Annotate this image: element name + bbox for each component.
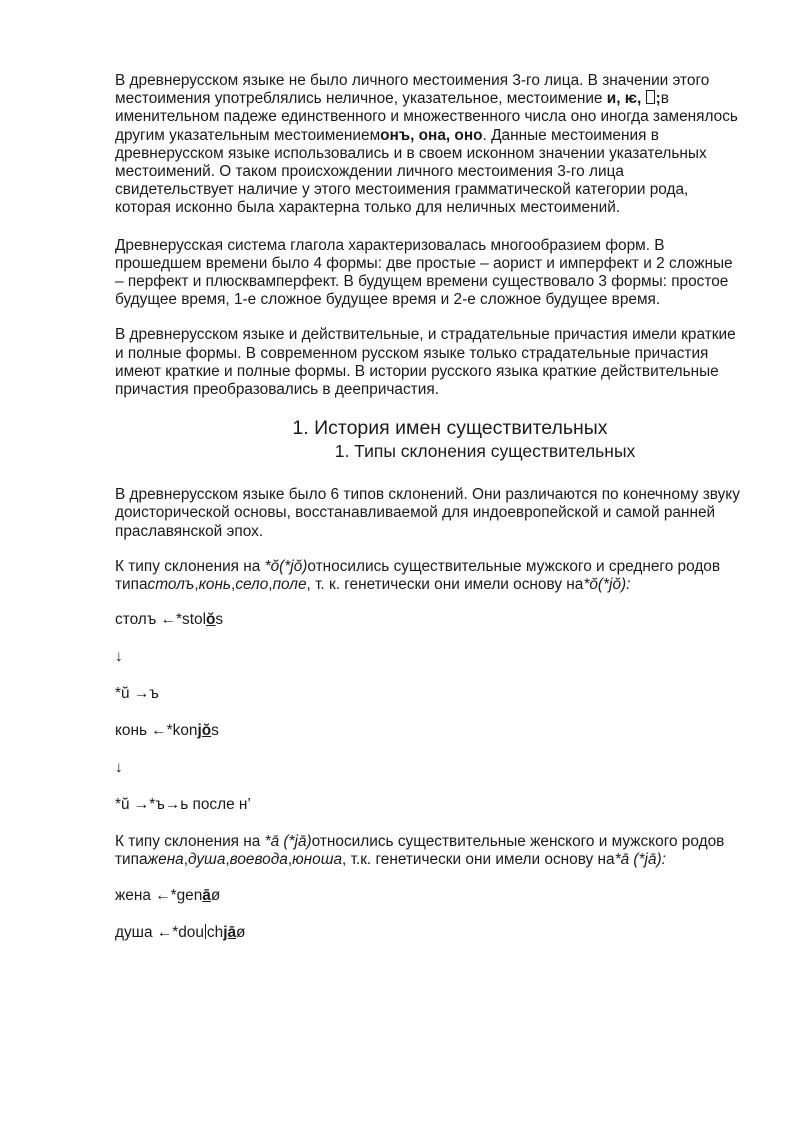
paragraph-a-stem [115,833,745,869]
italic-run: *ā (*jā): [614,851,666,869]
text-run: , [287,851,293,869]
text-run: столъ ←*stol [115,611,206,629]
paragraph-o-stem [115,558,745,594]
underlined-run: ŏ [206,611,216,629]
section-heading: 1. История имен существительных [292,417,608,440]
down-arrow: ↓ [115,759,123,777]
text-run: ø [236,923,246,941]
formula-kon [115,722,745,740]
paragraph-participles: В древнерусском языке и действительные, и страдательные причастия имели краткие и полные формы. В современном русском языке только страдательные причастия имеют краткие и полные формы. В истории русского языка краткие действительные причастия преобразовались в деепричастия. [115,326,736,399]
text-run: в именительном падеже единственного и множественного числа оно иногда заменялось другим указательным местоимением [115,90,738,144]
italic-run: юноша [292,851,343,869]
bold-run: ; [655,90,661,108]
formula-dusha [115,924,745,942]
subsection-heading: 1. Типы склонения существительных [334,441,636,462]
text-run: , т.к. генетически они имели основу на [342,851,615,869]
paragraph-declension-types: В древнерусском языке было 6 типов склонений. Они различаются по конечному звуку доисторической основы, восстанавливаемой для индоевропейской и самой ранней праславянской эпох. [115,486,740,540]
bold-run: и, ѥ, [606,90,646,108]
text-run: К типу склонения на [115,833,265,851]
italic-run: столъ [147,576,195,594]
paragraph-pronouns [115,72,745,218]
text-run: , т. к. генетически они имели основу на [306,576,584,594]
formula-zhena [115,887,745,905]
morpheme-divider [205,924,206,939]
missing-glyph-box [646,90,655,104]
text-run: , [231,576,236,594]
text-run: относились существительные женского и мужского родов типа [115,833,725,869]
formula-u-yer: *ŭ →ъ [115,685,159,703]
text-run: , [225,851,230,869]
underlined-run: jā [223,923,237,941]
italic-run: воевода [229,851,288,869]
text-run: s [211,722,219,740]
italic-run: жена [147,851,184,869]
underlined-run: jŏ [197,722,212,740]
underlined-run: ā [202,886,211,904]
text-run: ø [210,886,221,904]
text-run: , [183,851,189,869]
text-run: относились существительные мужского и среднего родов типа [115,557,721,594]
text-run: конь ←*kon [115,722,198,740]
paragraph-verbs: Древнерусская система глагола характеризовалась многообразием форм. В прошедшем времени было 4 формы: две простые – аорист и имперфект и 2 сложные – перфект и плюсквамперфект. В будущем времени существовало 3 формы: простое будущее время, 1-е сложное будущее время и 2-е сложное будущее время. [115,236,733,309]
text-run: душа ←*dou [115,923,204,941]
text-run: , [268,576,273,594]
text-run: жена ←*gen [115,886,203,904]
italic-run: село [235,576,269,594]
italic-run: *ā (*jā) [264,833,312,851]
text-run: . Данные местоимения в древнерусском языке использовались и в своем исконном значении указательных местоимений. О таком происхождении личного местоимения 3-го лица свидетельствует наличие у этого местоимения грамматической категории рода, которая исконно была характерна только для неличных местоимений. [115,126,707,217]
text-run: s [215,611,224,629]
italic-run: душа [188,851,226,869]
text-run: ch [206,923,224,941]
down-arrow: ↓ [115,648,123,666]
text-run: В древнерусском языке не было личного местоимения 3-го лица. В значении этого местоимения употреблялись неличное, указательное, местоимение [115,72,710,108]
formula-stol [115,611,745,629]
italic-run: *ŏ(*jŏ): [583,576,631,594]
italic-run: конь [198,576,232,594]
italic-run: *ŏ(*jŏ) [264,557,308,575]
text-run: , [194,576,199,594]
italic-run: поле [272,576,307,594]
document-page [115,72,745,961]
formula-u-soft-sign: *ŭ →*ъ→ь после н’ [115,796,251,814]
bold-run: онъ, она, оно [380,126,483,144]
text-run: К типу склонения на [115,557,265,575]
